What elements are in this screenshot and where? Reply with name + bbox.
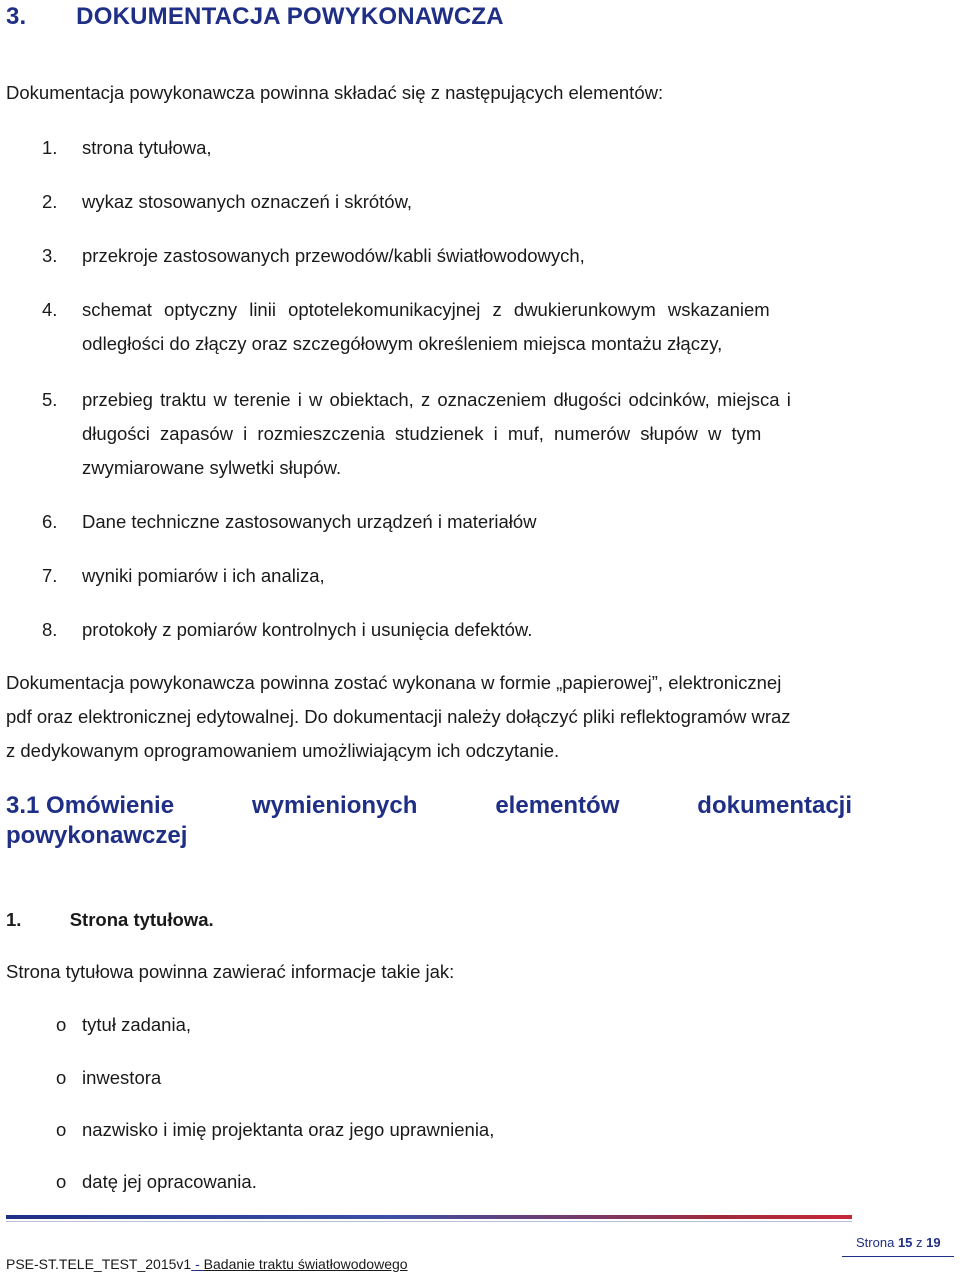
list-text: strona tytułowa, [82, 137, 212, 158]
bullet-text: datę jej opracowania. [82, 1171, 257, 1192]
list-text: przebieg traktu w terenie i w obiektach, z oznaczeniem długości odcinków, miejsca i [82, 389, 791, 410]
title-page-intro: Strona tytułowa powinna zawierać informacje takie jak: [6, 961, 455, 982]
footer-document-id [6, 1256, 408, 1272]
section-heading-word: 3.1 Omówienie [6, 792, 175, 819]
list-number: 3. [42, 245, 58, 266]
format-paragraph-line: z dedykowanym oprogramowaniem umożliwiającym ich odczytanie. [6, 740, 560, 761]
bullet-marker: o [56, 1067, 67, 1088]
list-text: schemat optyczny linii optotelekomunikacyjnej z dwukierunkowym wskazaniem [82, 299, 770, 320]
subsection-title: Strona tytułowa. [69, 909, 214, 930]
bullet-text: inwestora [82, 1067, 162, 1088]
bullet-marker: o [56, 1171, 67, 1192]
section-heading-word: elementów [495, 792, 620, 819]
subsection-number: 1. [6, 909, 22, 930]
chapter-heading [6, 3, 504, 31]
bullet-marker: o [56, 1014, 67, 1035]
footer-rule-thin [6, 1221, 852, 1222]
section-heading-word: wymienionych [252, 792, 418, 819]
section-heading-line1 [6, 792, 852, 820]
doc-title: Badanie traktu światłowodowego [203, 1256, 408, 1272]
list-text: protokoły z pomiarów kontrolnych i usunięcia defektów. [82, 619, 533, 640]
bullet-text: tytuł zadania, [82, 1014, 192, 1035]
page-number: Strona 15 z 19 [856, 1235, 941, 1250]
list-number: 2. [42, 191, 58, 212]
list-text: wykaz stosowanych oznaczeń i skrótów, [82, 191, 413, 212]
page-total: 19 [926, 1235, 941, 1250]
list-number: 8. [42, 619, 58, 640]
subsection-heading [6, 909, 214, 931]
list-number: 6. [42, 511, 58, 532]
list-text: odległości do złączy oraz szczegółowym określeniem miejsca montażu złączy, [82, 333, 723, 354]
page-number-rule [842, 1256, 954, 1257]
list-text: Dane techniczne zastosowanych urządzeń i materiałów [82, 511, 537, 532]
intro-paragraph: Dokumentacja powykonawcza powinna składać się z następujących elementów: [6, 82, 664, 103]
bullet-marker: o [56, 1119, 67, 1140]
list-number: 7. [42, 565, 58, 586]
format-paragraph-line: pdf oraz elektronicznej edytowalnej. Do dokumentacji należy dołączyć pliki reflektogramów wraz [6, 706, 791, 727]
doc-id: PSE-ST.TELE_TEST_2015v1 [6, 1256, 192, 1272]
chapter-number: 3. [6, 3, 27, 30]
list-text: wyniki pomiarów i ich analiza, [82, 565, 325, 586]
list-number: 1. [42, 137, 58, 158]
footer-separator: - [191, 1256, 204, 1272]
list-text: długości zapasów i rozmieszczenia studzienek i muf, numerów słupów w tym [82, 423, 762, 444]
format-paragraph-line: Dokumentacja powykonawcza powinna zostać wykonana w formie „papierowej”, elektronicznej [6, 672, 782, 693]
section-heading-word: dokumentacji [697, 792, 852, 819]
bullet-text: nazwisko i imię projektanta oraz jego uprawnienia, [82, 1119, 495, 1140]
list-number: 4. [42, 299, 58, 320]
page-current: 15 [897, 1235, 913, 1250]
list-text: zwymiarowane sylwetki słupów. [82, 457, 342, 478]
section-heading-line2: powykonawczej [6, 822, 188, 849]
chapter-title: DOKUMENTACJA POWYKONAWCZA [76, 3, 504, 30]
list-text: przekroje zastosowanych przewodów/kabli światłowodowych, [82, 245, 585, 266]
list-number: 5. [42, 389, 58, 410]
section-number: 3.1 [6, 792, 40, 819]
footer-rule [6, 1215, 852, 1219]
